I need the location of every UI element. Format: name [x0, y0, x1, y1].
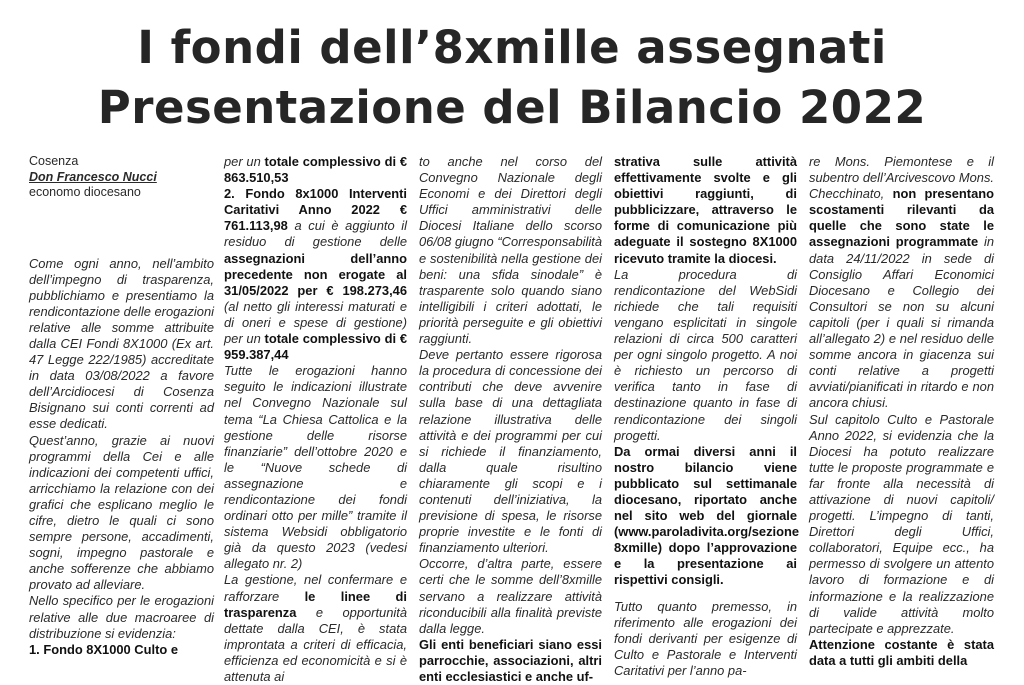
byline [29, 154, 214, 201]
text-run-bold: totale complessivo di € 863.510,53 [224, 154, 407, 186]
text-run: per un [224, 154, 265, 169]
byline-role: economo diocesano [29, 185, 141, 199]
paragraph-bold: Attenzione costante è stata data a tutti gli ambiti della [809, 636, 994, 668]
paragraph-bold: 1. Fondo 8X1000 Culto e [29, 641, 178, 657]
paragraph: Deve pertanto essere rigorosa la procedura di concessione dei contributi che deve avvenire sulla base di una dettagliata relazione illustrativa delle attività e dei programmi per cui si richiede il finanziamento, dalla quale risultino chiaramente gli scopi e i contenuti dell’iniziativa, la previsione di spesa, le risorse proprie investite e le fonti di finanziamento ulteriori. [419, 347, 602, 556]
text-run-bold: assegnazioni dell’anno precedente non erogate al 31/05/2022 per € 198.273,46 [224, 250, 407, 298]
text-run: (al netto gli interessi maturati e di oneri e spese di gestione) per un [224, 298, 407, 347]
text-run: re Mons. Piemontese e il subentro dell’Arcivescovo Mons. Checchinato, [809, 154, 994, 202]
paragraph: Come ogni anno, nell’ambito dell’impegno di trasparenza, pubblichiamo e presentiamo la rendicontazione delle erogazioni relative alle somme attribuite dalla CEI Fondi 8X1000 (Ex art. 47 Legge 222/1985) accreditate in data 03/08/2022 a favore dell’Arcidiocesi di Cosenza Bisignano sui conti correnti ad esse dedicati. [29, 255, 214, 432]
paragraph: Sul capitolo Culto e Pastorale Anno 2022, si evidenzia che la Diocesi ha potuto realizzare tutte le proposte programmate e far fronte alla necessità di attivazione di nuovi capitoli/ progetti. L’impegno di tanti, Direttori degli Uffici, collaboratori, Equipe ecc., ha permesso di svolgere un attento lavoro di formazione e di informazione e la realizzazione di valide attività molto partecipate e apprezzate. [809, 411, 994, 636]
paragraph [809, 154, 994, 412]
paragraph [224, 154, 407, 186]
text-run: a cui è aggiunto il residuo di gestione delle [224, 218, 407, 250]
paragraph: Occorre, d’altra parte, essere certi che le somme dell’8xmille servano a realizzare attività riconducibili alla finalità previste dalla legge. [419, 556, 602, 636]
headline-line-2: Presentazione del Bilancio 2022 [97, 81, 927, 134]
paragraph-bold: Da ormai diversi anni il nostro bilancio viene pubblicato sul settimanale diocesano, riportato anche nel sito web del giornale (www.paroladivita.org/sezione 8xmille) dopo l’approvazione e la presentazione ai rispettivi consigli. [614, 443, 800, 588]
paragraph: Quest’anno, grazie ai nuovi programmi della Cei e alle indicazioni dei competenti uffici, arricchiamo la relazione con dei grafici che esplicano meglio le cifre, dietro le quali ci sono sempre persone, accadimenti, sogni, impegno pastorale e anche sofferenze che abbiamo provato ad alleviare. [29, 432, 214, 593]
article-column-3 [419, 154, 602, 685]
text-run-bold: le linee di trasparenza [224, 588, 407, 620]
text-run-bold: non presentano scostamenti rilevanti da quelle che sono state le assegnazioni programmate [809, 186, 995, 250]
headline-line-1: I fondi dell’8xmille assegnati [137, 21, 887, 74]
paragraph-bold: Gli enti beneficiari siano essi parrocchie, associazioni, altri enti ecclesiastici e anche uf- [419, 636, 602, 684]
article-column-1 [29, 154, 214, 658]
paragraph: La procedura di rendicontazione del WebSidi richiede che tali requisiti vengano esplicitati in singole relazioni di circa 500 caratteri per ogni singolo progetto. A noi è richiesto un percorso di verifica tanto in fase di destinazione quanto in fase di rendicontazione dei singoli progetti. [614, 266, 797, 443]
paragraph: to anche nel corso del Convegno Nazionale degli Economi e dei Direttori degli Uffici amministrativi delle Diocesi Italiane dello scorso 06/08 giugno “Corresponsabilità e sostenibilità nella gestione dei beni: una sfida sinodale” è trasparente solo quando siano intelligibili i criteri adottati, le priorità perseguite e gli obiettivi raggiunti. [419, 154, 602, 347]
paragraph-bold: strativa sulle attività effettivamente svolte e gli obiettivi raggiunti, di pubblicizzare, attraverso le forme di comunicazione più adeguate il sostegno 8X1000 ricevuto tramite la diocesi. [614, 154, 797, 266]
paragraph [224, 186, 407, 363]
text-run-bold: totale complessivo di € 959.387,44 [224, 331, 407, 363]
paragraph: Tutte le erogazioni hanno seguito le indicazioni illustrate nel Convegno Nazionale sul tema “La Chiesa Cattolica e la gestione delle risorse finanziarie” dell’ottobre 2020 e le “Nuove schede di assegnazione e rendicontazione dei fondi ordinari otto per mille” tramite il sistema Websidi obbligatorio già da questo 2023 (vedesi allegato nr. 2) [224, 363, 407, 572]
text-run: La gestione, nel confermare e rafforzare [224, 572, 407, 604]
paragraph: Tutto quanto premesso, in riferimento alle erogazioni dei fondi derivanti per esigenze di Culto e Pastorale e Interventi Caritativi per l’anno pa- [614, 598, 797, 678]
byline-place: Cosenza [29, 154, 79, 168]
text-run: e opportunità dettate dalla CEI, è stata improntata a criteri di efficacia, efficienza ed economicità e si è attenuta ai [224, 604, 407, 684]
paragraph [224, 572, 407, 685]
paragraph: Nello specifico per le erogazioni relative alle due macroaree di distribuzione si evidenzia: [29, 593, 214, 641]
article-column-4 [614, 154, 800, 679]
byline-author: Don Francesco Nucci [29, 169, 157, 184]
article-column-2 [224, 154, 407, 685]
text-run-bold: 2. Fondo 8x1000 Interventi Caritativi Anno 2022 € 761.113,98 [224, 186, 407, 234]
paragraph-gap [614, 589, 797, 599]
article-column-5 [809, 154, 994, 669]
text-run: in data 24/11/2022 in sede di Consiglio Affari Economici Diocesano e Collegio dei Consultori se non su alcuni capitoli (per i quali si rimanda all’allegato 2) e nel residuo delle somme ancora in giacenza sui conti relative a progetti avviati/pianificati in ritardo e non ancora chiusi. [809, 234, 994, 411]
